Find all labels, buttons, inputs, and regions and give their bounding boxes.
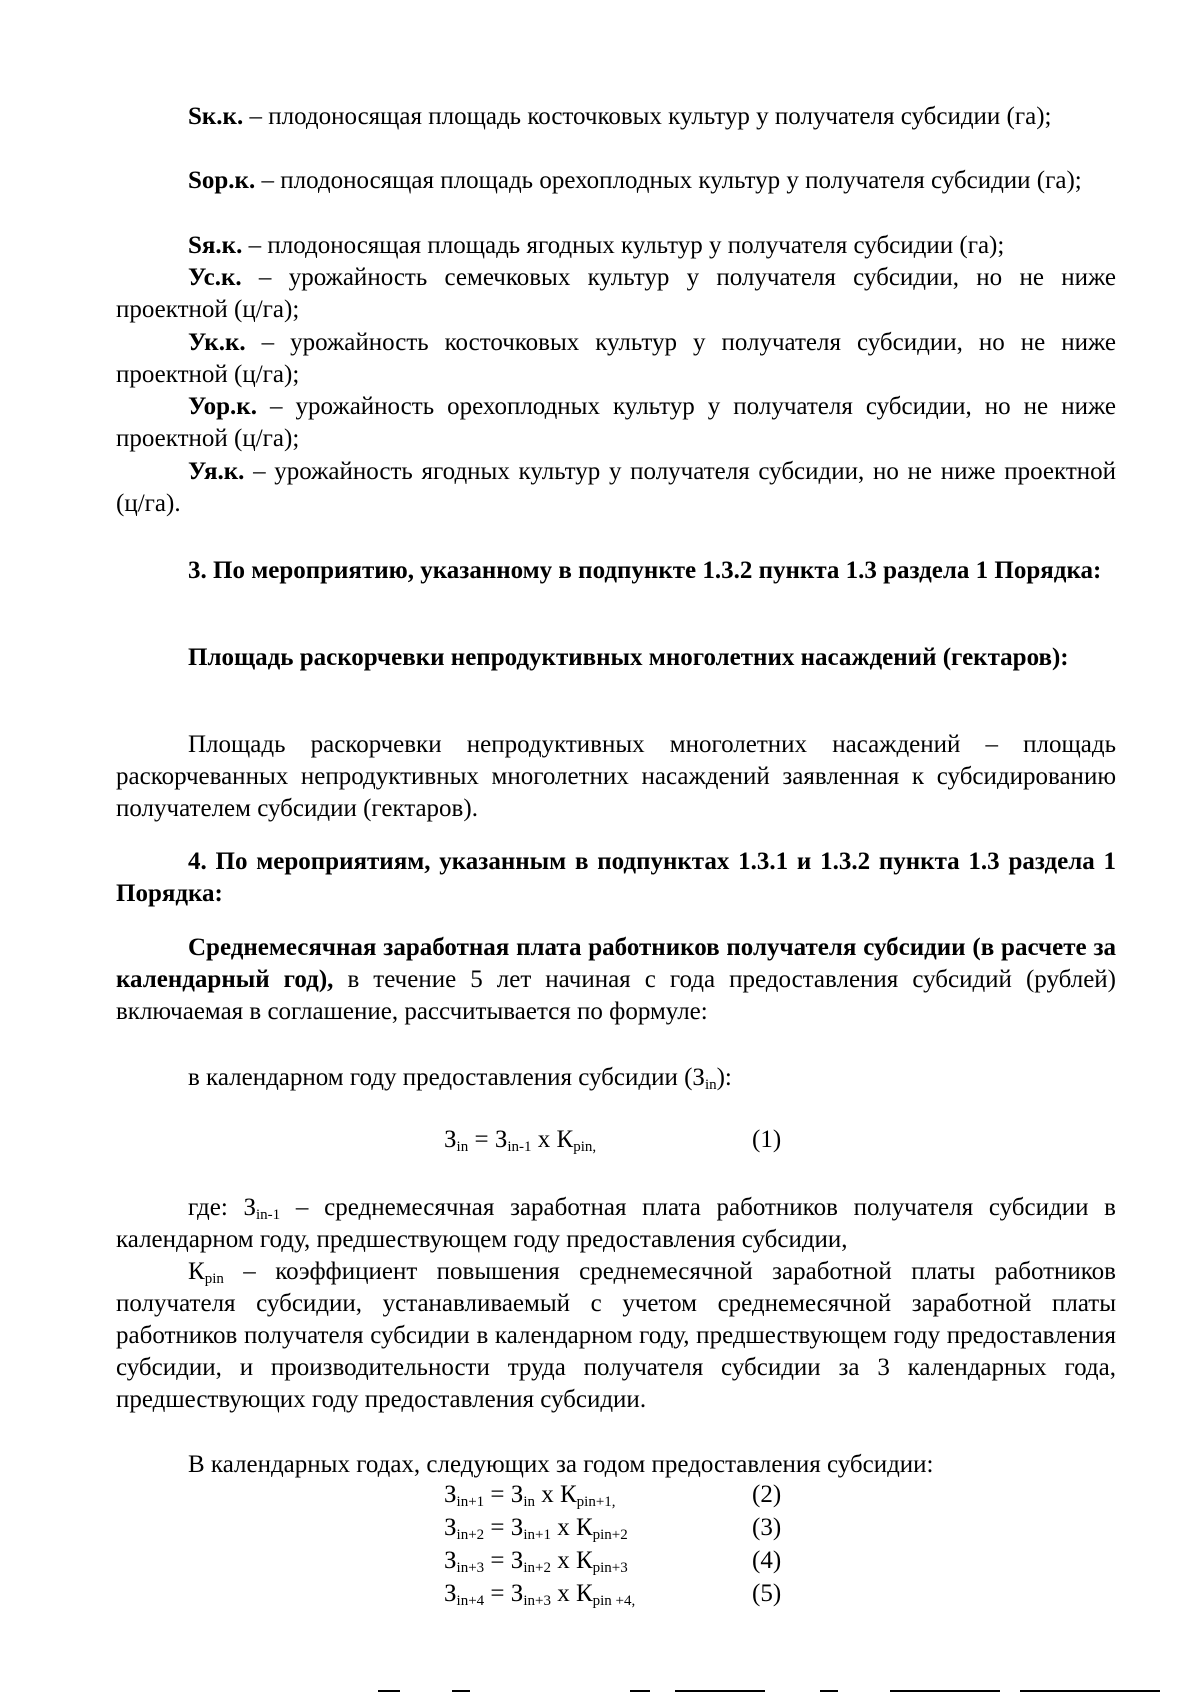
first-year-intro-end: ): [716,1064,732,1091]
formula-sub: in+4 [456,1593,485,1609]
where-sub: in-1 [256,1207,281,1223]
formula-sub: pin, [573,1139,597,1155]
first-year-intro-text: в календарном году предоставления субсидии (З [188,1064,705,1091]
formula-2 [444,1481,616,1509]
section-4-lead-rest: в течение 5 лет начиная с года предоставления субсидий (рублей) включаемая в соглашение, рассчитывается по формуле: [116,966,1117,1025]
definition-term: Sк.к. [188,103,244,130]
formula-symbol: З [510,1514,524,1541]
formula-sub: in+1 [456,1494,485,1510]
definition-term: Sя.к. [188,232,243,259]
formula-sub: in+3 [456,1560,485,1576]
scan-artifact [820,1690,838,1692]
k-text: – коэффициент повышения среднемесячной заработной платы работников получателя субсидии, устанавливаемый с учетом среднемесячной заработной платы работников получателя субсидии в календарном году, предшествующем году предоставления субсидии, и производительности труда получателя субсидии за 3 календарных года, предшествующих году предоставления субсидии. [116,1258,1116,1413]
formula-symbol: З [510,1547,524,1574]
formula-symbol: К [556,1126,574,1153]
section-4-lead [116,932,1116,1028]
formula-1-number: (1) [752,1126,782,1153]
formula-symbol: З [444,1481,457,1508]
definition-text: – урожайность орехоплодных культур у получателя субсидии, но не ниже проектной (ц/га); [116,393,1116,452]
definition-text: – урожайность косточковых культур у получателя субсидии, но не ниже проектной (ц/га); [116,329,1116,388]
next-years-intro: В календарных годах, следующих за годом предоставления субсидии: [188,1451,934,1478]
definition-term: Ук.к. [188,329,246,356]
formula-sub: in [523,1494,535,1510]
first-year-intro [116,1062,1116,1094]
definition-u-kk [116,327,1116,391]
definition-text: – урожайность ягодных культур у получателя субсидии, но не ниже проектной (ц/га). [116,458,1116,517]
formula-1 [444,1126,596,1154]
formula-symbol: З [444,1514,457,1541]
formula-sub: in [456,1139,469,1155]
formula-symbol: З [444,1126,457,1153]
definition-term: Уор.к. [188,393,257,420]
k-prefix: К [188,1258,205,1285]
formula-symbol: x [531,1126,557,1153]
definition-term: Уя.к. [188,458,245,485]
k-sub: pin [204,1271,224,1287]
formula-symbol: = [484,1481,511,1508]
formula-5-number: (5) [752,1580,782,1607]
section-3-body: Площадь раскорчевки непродуктивных многолетних насаждений – площадь раскорчеванных непродуктивных многолетних насаждений заявленная к субсидированию получателем субсидии (гектаров). [116,731,1116,822]
scan-artifact [1020,1690,1160,1692]
scan-artifact [675,1690,765,1692]
formula-4-number: (4) [752,1547,782,1574]
formula-symbol: x [550,1580,576,1607]
formula-symbol: К [575,1514,593,1541]
formula-4 [444,1547,628,1575]
section-4-lead-bold: Среднемесячная заработная плата работников получателя субсидии (в расчете за календарный год), [116,934,1116,993]
formula-symbol: = [468,1126,495,1153]
definition-text: – плодоносящая площадь орехоплодных культур у получателя субсидии (га); [255,167,1082,194]
formula-symbol: З [510,1580,524,1607]
formula-symbol: З [444,1580,457,1607]
formula-symbol: = [484,1580,511,1607]
where-text: – среднемесячная заработная плата работников получателя субсидии в календарном году, предшествующем году предоставления субсидии, [116,1194,1116,1253]
formula-sub: in+2 [456,1527,485,1543]
formula-sub: in+2 [523,1560,551,1576]
first-year-intro-sub: in [704,1077,717,1093]
where-prefix: где: З [188,1194,257,1221]
formula-symbol: = [484,1514,511,1541]
definition-text: – урожайность семечковых культур у получателя субсидии, но не ниже проектной (ц/га); [116,264,1116,323]
formula-sub: in+1 [523,1527,551,1543]
formula-symbol: К [575,1580,593,1607]
definition-s-ork [116,165,1116,197]
formula-5 [444,1580,635,1608]
definition-u-sk [116,262,1116,326]
definition-u-yak [116,456,1116,520]
scan-artifact [890,1690,1000,1692]
definition-text: – плодоносящая площадь косточковых культур у получателя субсидии (га); [243,103,1052,130]
definition-term: Ус.к. [188,264,242,291]
definition-s-kk [116,101,1116,133]
section-3-heading: 3. По мероприятию, указанному в подпункте 1.3.2 пункта 1.3 раздела 1 Порядка: [188,557,1102,584]
formula-sub: in+3 [523,1593,551,1609]
definition-s-yak [116,230,1116,262]
formula-sub: pin+3 [592,1560,628,1576]
formula-symbol: x [534,1481,560,1508]
formula-3 [444,1514,628,1542]
scan-artifact [378,1690,400,1692]
section-3-subheading: Площадь раскорчевки непродуктивных многолетних насаждений (гектаров): [188,644,1069,671]
formula-symbol: З [494,1126,508,1153]
formula-symbol: x [550,1547,576,1574]
definition-u-ork [116,391,1116,455]
formula-sub: pin +4, [592,1593,636,1609]
formula-symbol: З [444,1547,457,1574]
formula-sub: in-1 [507,1139,532,1155]
formula-2-number: (2) [752,1481,782,1508]
formula-symbol: = [484,1547,511,1574]
formula-sub: pin+1, [576,1494,616,1510]
formula-symbol: К [575,1547,593,1574]
formula-3-number: (3) [752,1514,782,1541]
formula-sub: pin+2 [592,1527,628,1543]
scan-artifact [630,1690,650,1692]
formula-symbol: З [510,1481,524,1508]
scan-artifact [452,1690,470,1692]
formula-symbol: x [550,1514,576,1541]
definition-text: – плодоносящая площадь ягодных культур у получателя субсидии (га); [242,232,1005,259]
k-paragraph [116,1256,1116,1416]
section-4-heading: 4. По мероприятиям, указанным в подпунктах 1.3.1 и 1.3.2 пункта 1.3 раздела 1 Порядка: [116,848,1116,907]
formula-symbol: К [559,1481,577,1508]
where-paragraph [116,1192,1116,1256]
definition-term: Sор.к. [188,167,256,194]
